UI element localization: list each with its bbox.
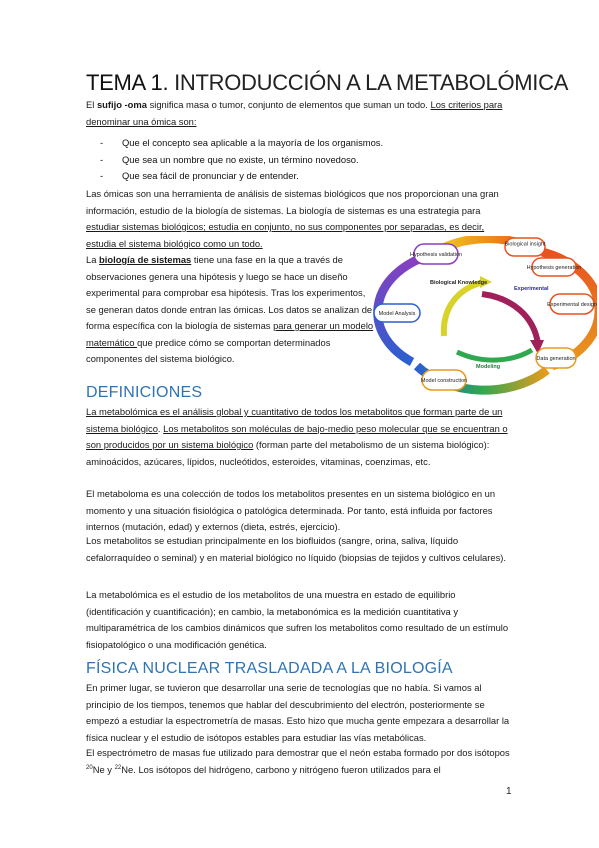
definition-paragraph-2: El metaboloma es una colección de todos los metabolitos presentes en un sistema biológico en un momento y una situación fisiológica o patológica determinada. Por tanto, está influida por factores internos (mutación, edad) y externos (dieta, estrés, ejercicio). <box>86 488 496 532</box>
modeling-arrow <box>457 350 532 360</box>
definition-paragraph-4: La metabolómica es el estudio de los metabolitos de una muestra en estado de equilibrio (identificación y cuantificación); en cambio, la metabonómica es la medición cuantitativa y multiparamétrica de los cambios dinámicos que sufren los metabolitos como resultado de un estímulo fisiopatológico o una modificación genética. <box>86 589 509 650</box>
list-item: - Que el concepto sea aplicable a la mayoría de los organismos. <box>100 135 383 152</box>
svg-text:Data generation: Data generation <box>536 356 576 362</box>
list-item: - Que sea fácil de pronunciar y de entender. <box>100 168 383 185</box>
svg-text:Model construction: Model construction <box>420 378 468 384</box>
svg-text:Biological insight: Biological insight <box>504 241 546 248</box>
svg-text:Hypothesis validation: Hypothesis validation <box>410 252 462 258</box>
center-label: Biological Knowledge <box>430 280 488 286</box>
intro-paragraph: El sufijo -oma significa masa o tumor, conjunto de elementos que suman un todo. Los criterios para denominar una ómica son: <box>86 99 503 127</box>
list-item: - Que sea un nombre que no existe, un término novedoso. <box>100 152 383 169</box>
definition-paragraph-3: Los metabolitos se estudian principalmente en los biofluidos (sangre, orina, saliva, líquido cefalorraquídeo o seminal) y en material biológico no líquido (biopsias de tejidos y cultivos celulares). <box>86 535 507 563</box>
modeling-label: Modeling <box>476 364 501 370</box>
criteria-list <box>100 135 383 185</box>
omicas-paragraph: Las ómicas son una herramienta de análisis de sistemas biológicos que nos proporcionan una gran información, estudio de la biología de sistemas. La biología de sistemas es una estrategia para estudiar sistemas biológicos; estudia en conjunto, no sus componentes por separadas, es decir, estudia el sistema biológico como un todo. <box>86 188 499 249</box>
modeling-inner-arrow <box>444 282 484 336</box>
experimental-arrow <box>482 294 538 344</box>
systems-biology-cycle-diagram <box>372 236 597 396</box>
fisica-paragraph-1: En primer lugar, se tuvieron que desarrollar una serie de tecnologías que no había. Si vamos al principio de los tiempos, tenemos que hablar del descubrimiento del electrón, posteriormente se empezó a estudiar la espectrometría de masas. Esto hizo que mucha gente empezara a desarrollar la física nuclear y el estudio de isótopos estables para estudiar las vías metabólicas. <box>86 682 510 743</box>
svg-text:Model Analysis: Model Analysis <box>378 311 416 317</box>
experimental-label: Experimental <box>514 286 549 292</box>
biologia-sistemas-paragraph: La biología de sistemas tiene una fase en la que a través de observaciones genera una hipótesis y luego se hace un diseño experimental para comprobar esa hipótesis. Tras los experimentos, se generan datos donde entran las ómicas. Los datos se analizan de forma específica con la biología de sistemas para generar un modelo matemático que predice cómo se comportan determinados componentes del sistema biológico. <box>86 254 374 364</box>
page-title: TEMA 1. INTRODUCCIÓN A LA METABOLÓMICA <box>86 70 569 95</box>
page-number: 1 <box>506 786 512 797</box>
svg-text:Hypothesis generation: Hypothesis generation <box>526 265 582 271</box>
fisica-paragraph-2: El espectrómetro de masas fue utilizado para demostrar que el neón estaba formado por dos isótopos $^{20}$Ne y $^{22}$Ne. Los isótopos del hidrógeno, carbono y nitrógeno fueron utilizados para el <box>86 747 510 775</box>
svg-text:Experimental design: Experimental design <box>547 302 597 308</box>
definition-paragraph-1: La metabolómica es el análisis global y cuantitativo de todos los metabolitos que forman parte de un sistema biológico. Los metabolitos son moléculas de bajo-medio peso molecular que se encuentran o son producidos por un sistema biológico (forman parte del metabolismo de un sistema biológico): aminoácidos, azúcares, lípidos, nucleótidos, esteroides, vitaminas, coenzimas, etc. <box>86 406 508 467</box>
section-heading-fisica: FÍSICA NUCLEAR TRASLADADA A LA BIOLOGÍA <box>86 660 453 677</box>
section-heading-definiciones: DEFINICIONES <box>86 384 203 401</box>
